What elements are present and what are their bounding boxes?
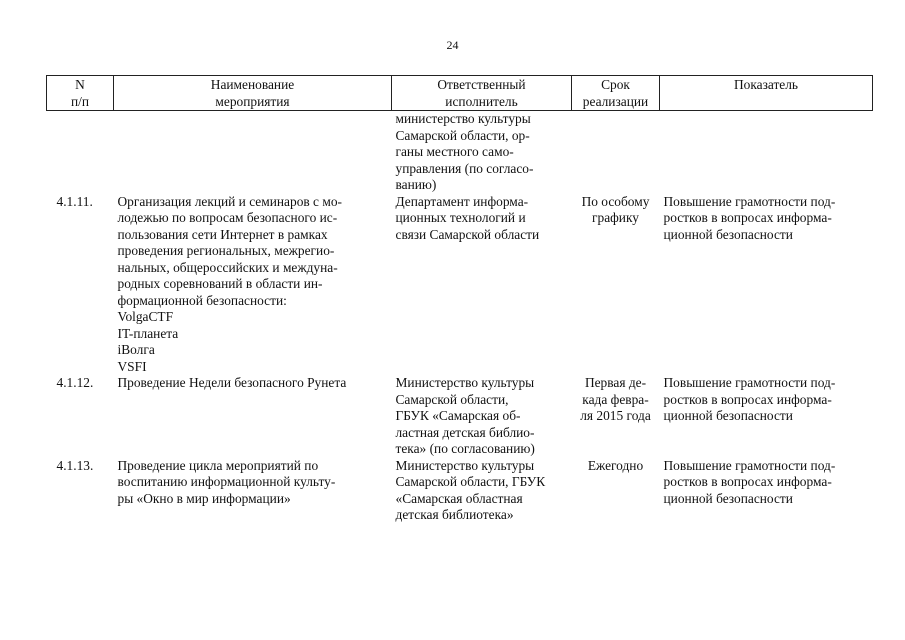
table-row-continuation: [47, 111, 873, 194]
cell-text-line: Повышение грамотности под-: [663, 457, 836, 473]
cell-text-line: Самарской области, ор-: [395, 127, 530, 143]
cell-executor: [392, 194, 572, 376]
cell-text-line: Проведение цикла мероприятий по: [117, 457, 319, 473]
cell-text-line: министерство культуры: [395, 111, 531, 126]
cell-event: [114, 375, 392, 458]
cell-term: [572, 194, 660, 376]
cell-text-line: формационной безопасности:: [117, 292, 287, 308]
header-event-name: Наименование мероприятия: [114, 76, 392, 111]
cell-text-line: ростков в вопросах информа-: [663, 391, 832, 407]
cell-text-line: ростков в вопросах информа-: [663, 474, 832, 489]
cell-text-line: Самарской области,: [395, 391, 509, 407]
cell-indicator: [660, 111, 873, 194]
cell-text-line: воспитанию информационной культу-: [117, 474, 336, 489]
cell-text-line: VolgaCTF: [117, 309, 174, 324]
cell-text-line: связи Самарской области: [395, 226, 540, 242]
cell-text-line: ционной безопасности: [663, 226, 793, 242]
cell-text-line: Самарской области, ГБУК: [395, 474, 546, 489]
cell-term: [572, 458, 660, 524]
cell-text-line: ционной безопасности: [663, 408, 793, 423]
cell-text-line: Ежегодно: [587, 457, 644, 473]
cell-text-line: Министерство культуры: [395, 375, 535, 390]
cell-text-line: ганы местного само-: [395, 144, 514, 159]
measures-table: [46, 75, 873, 524]
cell-text-line: Министерство культуры: [395, 457, 535, 473]
table-header-row: [47, 76, 873, 111]
cell-text-line: VSFI: [117, 358, 147, 374]
cell-number: 4.1.12.: [56, 375, 94, 390]
cell-term: [572, 375, 660, 458]
cell-text-line: ластная детская библио-: [395, 424, 535, 440]
header-number: N п/п: [47, 76, 114, 111]
cell-text-line: управления (по согласо-: [395, 160, 534, 176]
cell-executor: [392, 458, 572, 524]
cell-text-line: нальных, общероссийских и междуна-: [117, 259, 338, 275]
cell-text-line: Повышение грамотности под-: [663, 375, 836, 390]
cell-text-line: Повышение грамотности под-: [663, 193, 836, 209]
cell-number: 4.1.11.: [56, 193, 93, 209]
cell-indicator: [660, 375, 873, 458]
cell-text-line: ванию): [395, 177, 437, 192]
cell-text-line: када февра-: [582, 391, 649, 407]
cell-executor: [392, 111, 572, 194]
cell-text-line: графику: [592, 210, 639, 225]
cell-executor: [392, 375, 572, 458]
header-term: Срок реализации: [572, 76, 660, 111]
cell-text-line: IT-планета: [117, 325, 179, 341]
cell-event: [114, 111, 392, 194]
cell-text-line: лодежью по вопросам безопасного ис-: [117, 210, 338, 225]
cell-text-line: проведения региональных, межрегио-: [117, 243, 335, 258]
page-number: 24: [446, 38, 459, 52]
cell-event: [114, 458, 392, 524]
cell-event: [114, 194, 392, 376]
cell-text-line: детская библиотека»: [395, 507, 514, 522]
cell-text-line: ры «Окно в мир информации»: [117, 490, 291, 506]
cell-indicator: [660, 194, 873, 376]
cell-number: 4.1.13.: [56, 457, 94, 473]
cell-text-line: ростков в вопросах информа-: [663, 210, 832, 225]
table-row: [47, 194, 873, 376]
cell-text-line: пользования сети Интернет в рамках: [117, 226, 328, 242]
cell-text-line: ля 2015 года: [580, 408, 651, 423]
cell-text-line: ГБУК «Самарская об-: [395, 408, 521, 423]
cell-text-line: По особому: [581, 193, 650, 209]
cell-term: [572, 111, 660, 194]
cell-text-line: Департамент информа-: [395, 193, 529, 209]
cell-text-line: iВолга: [117, 342, 155, 357]
cell-text-line: ционной безопасности: [663, 490, 793, 506]
cell-text-line: ционных технологий и: [395, 210, 526, 225]
table-row: [47, 458, 873, 524]
header-executor: Ответственный исполнитель: [392, 76, 572, 111]
cell-text-line: родных соревнований в области ин-: [117, 276, 323, 291]
cell-indicator: [660, 458, 873, 524]
cell-number: [47, 111, 114, 194]
cell-text-line: Организация лекций и семинаров с мо-: [117, 193, 342, 209]
cell-text-line: «Самарская областная: [395, 490, 523, 506]
cell-text-line: тека» (по согласованию): [395, 441, 535, 456]
cell-text-line: Первая де-: [584, 375, 647, 390]
table-row: [47, 375, 873, 458]
cell-text-line: Проведение Недели безопасного Рунета: [117, 375, 347, 390]
header-indicator: Показатель: [660, 76, 873, 111]
